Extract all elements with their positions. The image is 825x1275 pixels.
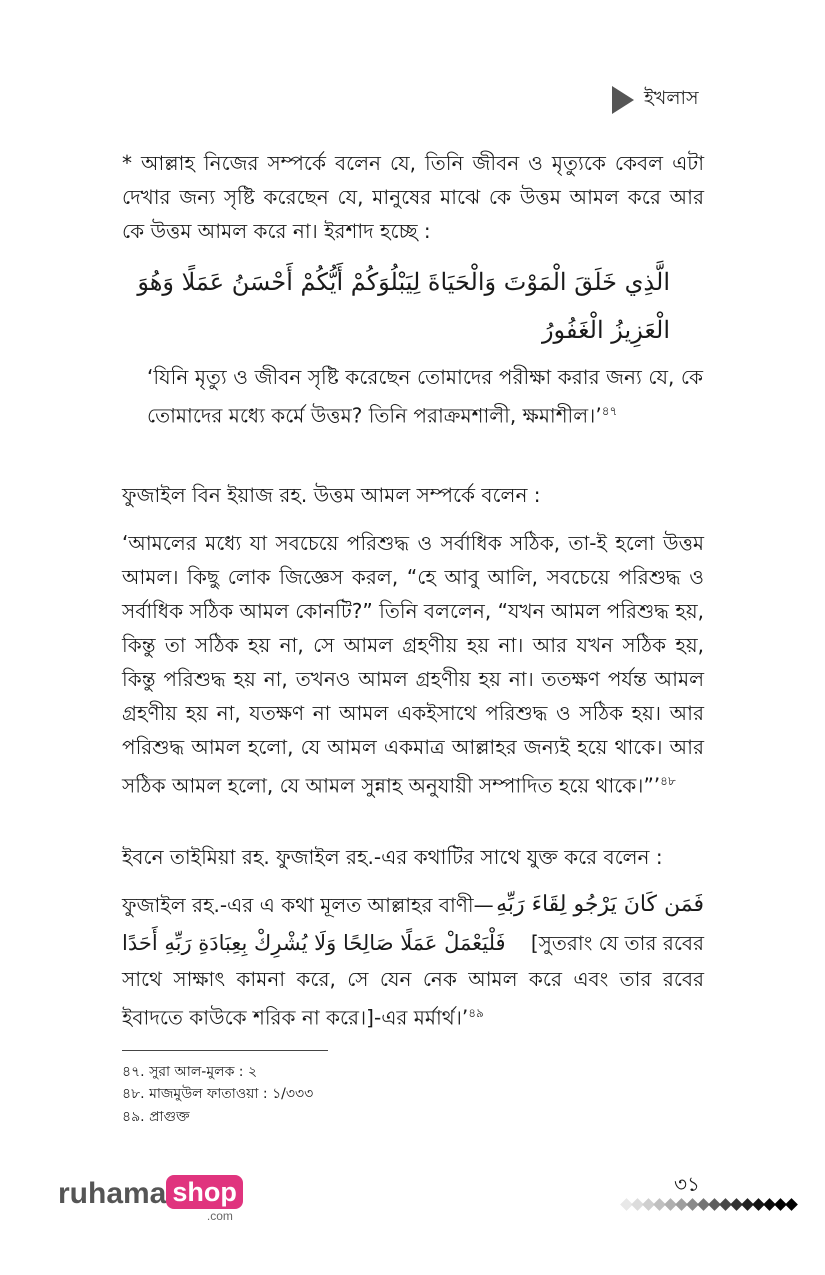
diamond-icon <box>785 1198 798 1211</box>
last-paragraph-rest <box>122 962 704 1035</box>
logo-text-ruhama: ruhama <box>58 1177 167 1210</box>
footnote-ref: ৪৯ <box>468 1006 484 1020</box>
page-number: ৩১ <box>674 1172 700 1196</box>
ayah-2-part-b: فَلْيَعْمَلْ عَمَلًا صَالِحًا وَلَا يُشْرِكْ بِعِبَادَةِ رَبِّهِ أَحَدًا <box>122 931 506 955</box>
last-rest-1: [সুতরাং যে তার রবের <box>530 931 704 955</box>
footnote-ref: ৪৭ <box>601 404 618 418</box>
ayah-line-1: الَّذِي خَلَقَ الْمَوْتَ وَالْحَيَاةَ لِيَبْلُوَكُمْ أَيُّكُمْ أَحْسَنُ عَمَلًا وَهُوَ <box>137 268 670 296</box>
last-line-2 <box>122 926 704 960</box>
fudail-quote-text: ‘আমলের মধ্যে যা সবচেয়ে পরিশুদ্ধ ও সর্বাধিক সঠিক, তা-ই হলো উত্তম আমল। কিছু লোক জিজ্ঞেস করল, “হে আবু আলি, সবচেয়ে পরিশুদ্ধ ও সর্বাধিক সঠিক আমল কোনটি?” তিনি বললেন, “যখন আমল পরিশুদ্ধ হয়, কিন্তু তা সঠিক হয় না, সে আমল গ্রহণীয় হয় না। আর যখন সঠিক হয়, কিন্তু পরিশুদ্ধ হয় না, তখনও আমল গ্রহণীয় হয় না। ততক্ষণ পর্যন্ত আমল গ্রহণীয় হয় না, যতক্ষণ না আমল একইসাথে পরিশুদ্ধ ও সঠিক হয়। আর পরিশুদ্ধ আমল হলো, যে আমল একমাত্র আল্লাহর জন্যই হয়ে থাকে। আর সঠিক আমল হলো, যে আমল সুন্নাহ অনুযায়ী সম্পাদিত হয়ে থাকে।”’ <box>122 531 704 798</box>
translation-text: ‘যিনি মৃত্যু ও জীবন সৃষ্টি করেছেন তোমাদের পরীক্ষা করার জন্য যে, কে তোমাদের মধ্যে কর্মে উত্তম? তিনি পরাক্রমশালী, ক্ষমাশীল।’ <box>147 365 703 428</box>
chapter-title: ইখলাস <box>644 87 699 109</box>
fudail-quote <box>122 526 704 803</box>
last-line-1 <box>122 888 704 922</box>
footnote-48: ৪৮. মাজমুউল ফাতাওয়া : ১/৩৩৩ <box>122 1086 314 1102</box>
intro-paragraph: * আল্লাহ নিজের সম্পর্কে বলেন যে, তিনি জীবন ও মৃত্যুকে কেবল এটা দেখার জন্য সৃষ্টি করেছেন যে, মানুষের মাঝে কে উত্তম আমল করে আর কে উত্তম আমল করে না। ইরশাদ হচ্ছে : <box>122 151 704 243</box>
logo-text-com: .com <box>206 1209 233 1223</box>
footnote-47: ৪৭. সুরা আল-মুলক : ২ <box>122 1064 258 1080</box>
ibn-taymiyya-intro: ইবনে তাইমিয়া রহ. ফুজাইল রহ.-এর কথাটির সাথে যুক্ত করে বলেন : <box>122 845 663 869</box>
logo-shop-badge <box>166 1175 243 1223</box>
last-rest-2: সাথে সাক্ষাৎ কামনা করে, সে যেন নেক আমল করে এবং তার রবের ইবাদতে কাউকে শরিক না করে।]-এর মর্মার্থ।’ <box>122 967 704 1030</box>
ayah-2-part-a: فَمَن كَانَ يَرْجُو لِقَاءَ رَبِّهِ <box>496 892 704 917</box>
running-header <box>612 84 699 116</box>
triangle-icon <box>612 86 634 114</box>
footnote-ref: ৪৮ <box>660 774 676 788</box>
fudail-intro: ফুজাইল বিন ইয়াজ রহ. উত্তম আমল সম্পর্কে বলেন : <box>122 483 541 507</box>
ruhamashop-logo <box>58 1175 243 1223</box>
translation-paragraph <box>147 360 703 433</box>
footnote-divider <box>122 1050 328 1051</box>
last-lead: ফুজাইল রহ.-এর এ কথা মূলত আল্লাহর বাণী— <box>122 893 494 917</box>
footnote-49: ৪৯. প্রাগুক্ত <box>122 1109 190 1125</box>
ayah-line-2: الْعَزِيزُ الْغَفُورُ <box>541 316 670 344</box>
logo-text-shop: shop <box>166 1175 243 1209</box>
decorative-diamond-row <box>622 1200 796 1209</box>
